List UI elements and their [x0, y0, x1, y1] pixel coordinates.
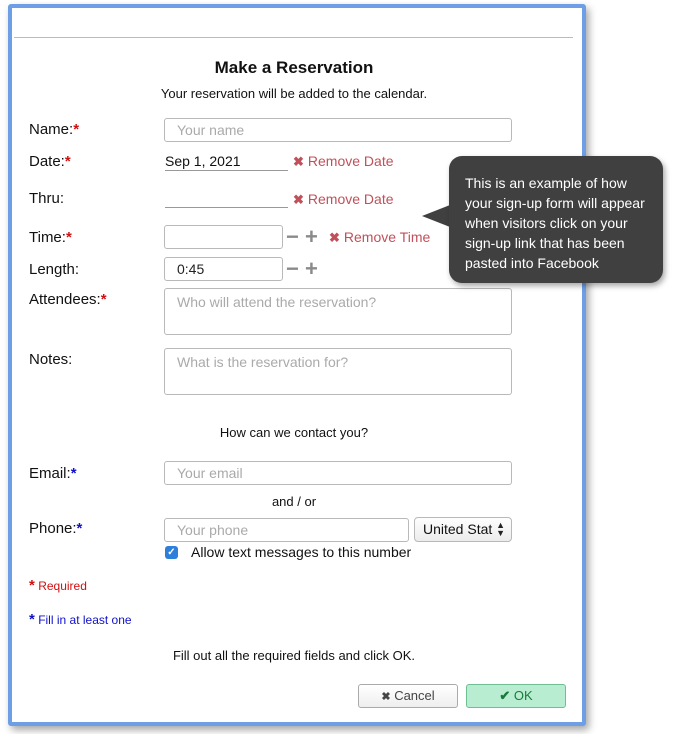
- time-input[interactable]: [164, 225, 283, 249]
- minus-icon[interactable]: −: [286, 224, 299, 249]
- close-icon: ✖: [381, 691, 391, 703]
- thru-label: Thru:: [29, 190, 65, 207]
- phone-input[interactable]: [164, 518, 409, 542]
- date-field[interactable]: Sep 1, 2021: [165, 153, 288, 171]
- fill-one-note: * Fill in at least one: [29, 611, 132, 628]
- thru-date-field[interactable]: [165, 190, 288, 208]
- minus-icon[interactable]: −: [286, 256, 299, 281]
- name-input[interactable]: [164, 118, 512, 142]
- remove-time-button[interactable]: ✖ Remove Time: [329, 229, 431, 245]
- required-asterisk: *: [64, 153, 71, 170]
- page-subtitle: Your reservation will be added to the calendar.: [160, 86, 428, 101]
- required-asterisk: *: [73, 121, 80, 138]
- contact-heading: How can we contact you?: [219, 425, 369, 440]
- close-icon: ✖: [329, 230, 340, 245]
- email-label: Email:*: [29, 465, 77, 482]
- divider: [14, 37, 573, 38]
- allow-text-checkbox[interactable]: [165, 546, 178, 559]
- length-label: Length:: [29, 261, 80, 278]
- instruction-text: Fill out all the required fields and click OK.: [172, 648, 416, 663]
- notes-label: Notes:: [29, 351, 73, 368]
- required-asterisk: *: [100, 291, 107, 308]
- remove-thru-date-button[interactable]: ✖ Remove Date: [293, 191, 394, 207]
- close-icon: ✖: [293, 154, 304, 169]
- one-of-asterisk: *: [70, 465, 77, 482]
- time-label: Time:*: [29, 229, 72, 246]
- chevron-updown-icon: ▲ ▼: [496, 520, 505, 538]
- name-label: Name:*: [29, 121, 80, 138]
- plus-icon[interactable]: +: [305, 256, 318, 281]
- check-icon: ✓: [167, 547, 176, 558]
- attendees-label: Attendees:*: [29, 291, 107, 308]
- ok-button[interactable]: ✔ OK: [466, 684, 566, 708]
- one-of-asterisk: *: [76, 520, 83, 537]
- email-input[interactable]: [164, 461, 512, 485]
- and-or-text: and / or: [271, 494, 317, 509]
- notes-input[interactable]: [164, 348, 512, 395]
- required-asterisk: *: [65, 229, 72, 246]
- required-asterisk: *: [29, 577, 35, 594]
- cancel-button[interactable]: ✖ Cancel: [358, 684, 458, 708]
- plus-icon[interactable]: +: [305, 224, 318, 249]
- check-icon: ✔: [499, 688, 511, 703]
- date-label: Date:*: [29, 153, 71, 170]
- required-note: * Required: [29, 577, 87, 594]
- length-input[interactable]: [164, 257, 283, 281]
- attendees-input[interactable]: [164, 288, 512, 335]
- page-title: Make a Reservation: [214, 58, 374, 77]
- info-tooltip: This is an example of how your sign-up form will appear when visitors click on your sign-up link that has been pasted into Facebook: [449, 156, 663, 283]
- country-select[interactable]: United Stat ▲ ▼: [414, 517, 512, 542]
- allow-text-label: Allow text messages to this number: [191, 544, 412, 560]
- close-icon: ✖: [293, 192, 304, 207]
- one-of-asterisk: *: [29, 611, 35, 628]
- phone-label: Phone:*: [29, 520, 83, 537]
- remove-date-button[interactable]: ✖ Remove Date: [293, 153, 394, 169]
- tooltip-arrow: [422, 205, 450, 227]
